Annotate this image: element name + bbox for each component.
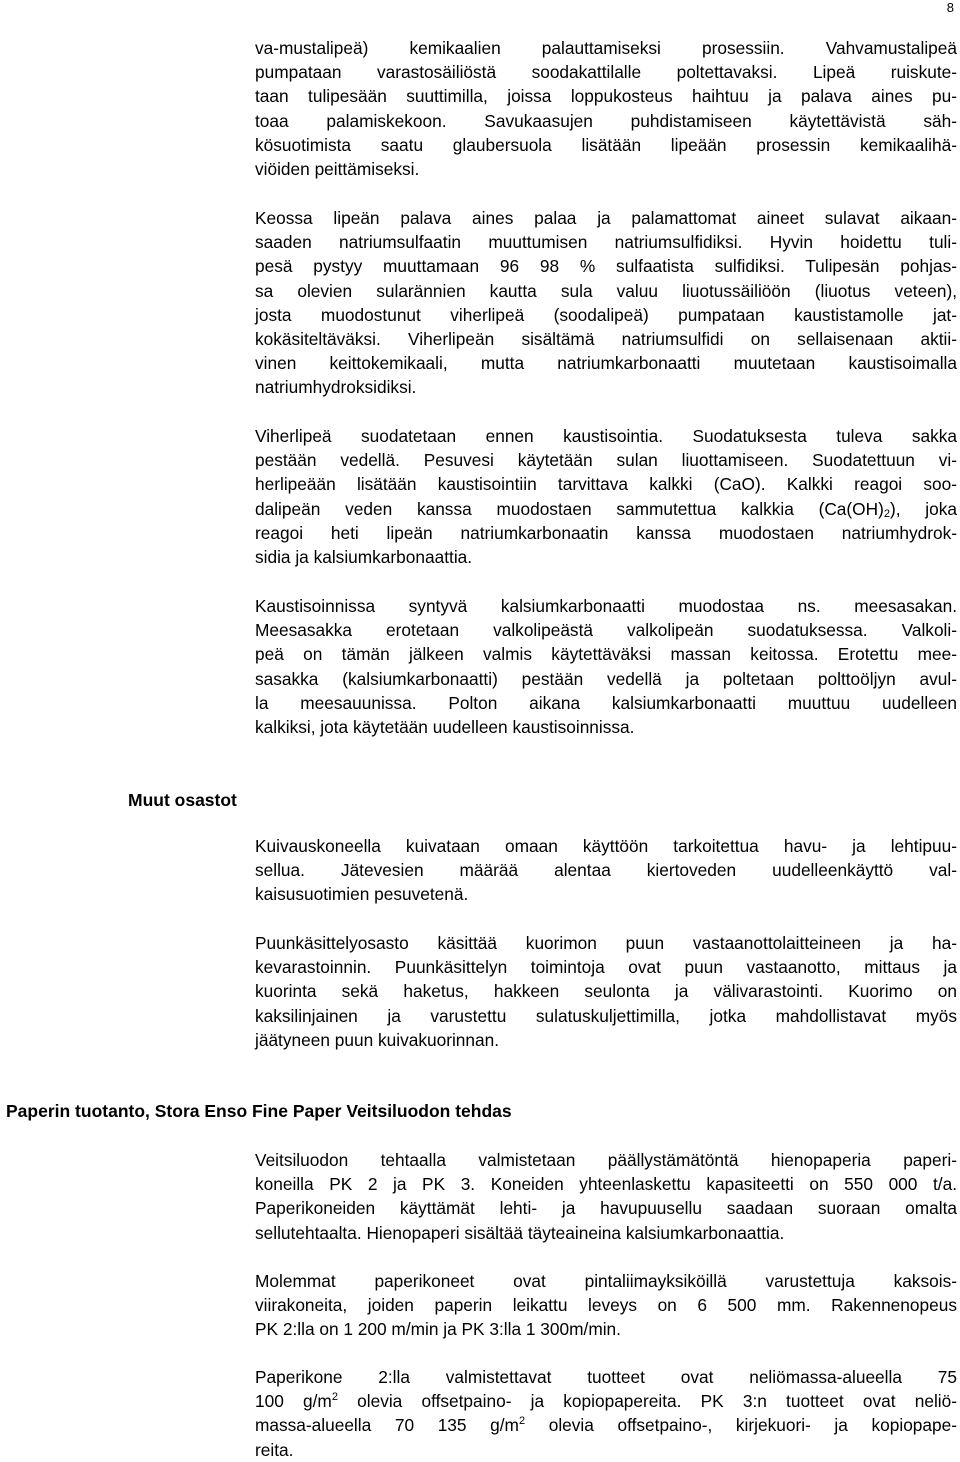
text-line: Veitsiluodon tehtaalla valmistetaan päällystämätöntä hienopaperia paperi- — [255, 1150, 957, 1170]
text-line: pumpataan varastosäiliöstä soodakattilalle poltettavaksi. Lipeä ruiskute- — [255, 62, 957, 83]
text-line: kalkiksi, jota käytetään uudelleen kaustisoinnissa. — [255, 717, 635, 738]
page-number: 8 — [946, 0, 954, 15]
text-line: pestään vedellä. Pesuvesi käytetään sulan liuottamiseen. Suodatettuun vi- — [255, 450, 957, 471]
text-line: viirakoneita, joiden paperin leikattu leveys on 6 500 mm. Rakennenopeus — [255, 1295, 957, 1316]
text-line: Paperikoneiden käyttämät lehti- ja havupuusellu saadaan suoraan omalta — [255, 1198, 957, 1219]
text-segment: 100 g/m — [255, 1391, 332, 1412]
text-line: taan tulipesään suuttimilla, joissa loppukosteus haihtuu ja palava aines pu- — [255, 86, 957, 107]
text-line: reita. — [255, 1439, 294, 1460]
text-line: reagoi heti lipeän natriumkarbonaatin kanssa muodostaen natriumhydrok- — [255, 522, 957, 543]
text-line: Paperikone 2:lla valmistettavat tuotteet ovat neliömassa-alueella 75 — [255, 1367, 957, 1387]
text-line: pesä pystyy muuttamaan 96 98 % sulfaatista sulfidiksi. Tulipesän pohjas- — [255, 256, 957, 277]
text-line: Molemmat paperikoneet ovat pintaliimayksiköillä varustettuja kaksois- — [255, 1271, 957, 1291]
text-line: Puunkäsittelyosasto käsittää kuorimon puun vastaanottolaitteineen ja ha- — [255, 933, 957, 953]
text-line: va-mustalipeä) kemikaalien palauttamiseksi prosessiin. Vahvamustalipeä — [255, 38, 957, 58]
text-line: sidia ja kalsiumkarbonaattia. — [255, 547, 473, 568]
text-line: Kaustisoinnissa syntyvä kalsiumkarbonaatti muodostaa ns. meesasakan. — [255, 596, 957, 616]
text-line: jäätyneen puun kuivakuorinnan. — [255, 1029, 500, 1050]
paragraph-veitsiluoto-mill — [255, 1148, 957, 1245]
superscript: 2 — [518, 1415, 526, 1428]
text-line: sa olevien sularännien kautta sula valuu liuotussäiliöön (liuotus veteen), — [255, 280, 957, 301]
text-line: natriumhydroksidiksi. — [255, 377, 417, 398]
superscript: 2 — [331, 1391, 338, 1404]
text-line: peä on tämän jälkeen valmis käytettäväksi massan keitossa. Erotettu mee- — [255, 644, 957, 665]
text-line: kevarastoinnin. Puunkäsittelyn toimintoja ovat puun vastaanotto, mittaus ja — [255, 957, 957, 978]
text-line: toaa palamiskekoon. Savukaasujen puhdistamiseen käytettävistä säh- — [255, 110, 957, 131]
text-segment: massa-alueella 70 135 g/m — [255, 1415, 519, 1436]
section-heading-paper-production: Paperin tuotanto, Stora Enso Fine Paper Veitsiluodon tehdas — [6, 1101, 512, 1121]
text-line: sellutehtaalta. Hienopaperi sisältää täyteaineina kalsiumkarbonaattia. — [255, 1222, 785, 1243]
paragraph-furnace — [255, 206, 957, 400]
paragraph-chemical-recovery — [255, 36, 957, 181]
text-line: kaisusuotimien pesuvetenä. — [255, 884, 469, 905]
text-line: koneilla PK 2 ja PK 3. Koneiden yhteenlaskettu kapasiteetti on 550 000 t/a. — [255, 1174, 957, 1195]
text-segment: olevia offsetpaino-, kirjekuori- ja kopiopape- — [525, 1415, 958, 1436]
text-line: sasakka (kalsiumkarbonaatti) pestään vedellä ja poltetaan polttoöljyn avul- — [255, 668, 957, 689]
text-line: viöiden peittämiseksi. — [255, 159, 420, 180]
text-line: josta muodostunut viherlipeä (soodalipeä) pumpataan kaustistamolle jat- — [255, 304, 957, 325]
text-line: PK 2:lla on 1 200 m/min ja PK 3:lla 1 300m/min. — [255, 1319, 621, 1340]
paragraph-drying-machine — [255, 834, 957, 907]
text-line: vinen keittokemikaali, mutta natriumkarbonaatti muutetaan kaustisoimalla — [255, 353, 957, 374]
section-heading-other-departments: Muut osastot — [128, 790, 237, 810]
text-segment: olevia offsetpaino- ja kopiopapereita. PK 3:n tuotteet ovat neliö- — [337, 1391, 957, 1412]
formula-before: dalipeän veden kanssa muodostaen sammutettua kalkkia (Ca(OH) — [255, 498, 884, 519]
paragraph-lime-mud — [255, 594, 957, 739]
text-line: saaden natriumsulfaatin muuttumisen natriumsulfidiksi. Hyvin hoidettu tuli- — [255, 232, 957, 253]
text-line: kuorinta sekä haketus, hakkeen seulonta ja välivarastointi. Kuorimo on — [255, 981, 957, 1002]
text-line: Meesasakka erotetaan valkolipeästä valkolipeän suodatuksessa. Valkoli- — [255, 620, 957, 641]
formula-after: ), joka — [889, 498, 957, 519]
paragraph-wood-handling — [255, 931, 957, 1052]
text-line: Kuivauskoneella kuivataan omaan käyttöön tarkoitettua havu- ja lehtipuu- — [255, 836, 957, 856]
paragraph-paper-machines — [255, 1269, 957, 1342]
text-line — [255, 1413, 957, 1437]
text-line: Keossa lipeän palava aines palaa ja palamattomat aineet sulavat aikaan- — [255, 208, 957, 228]
formula-line — [255, 497, 957, 521]
text-line: kaksilinjainen ja varustettu sulatuskuljettimilla, jotka mahdollistavat myös — [255, 1005, 957, 1026]
text-line: sellua. Jätevesien määrää alentaa kiertoveden uudelleenkäyttö val- — [255, 860, 957, 881]
text-line — [255, 1389, 957, 1413]
paragraph-products — [255, 1365, 957, 1462]
text-line: kösuotimista saatu glaubersuola lisätään lipeään prosessin kemikaalihä- — [255, 134, 957, 155]
text-line: herlipeään lisätään kaustisointiin tarvittava kalkki (CaO). Kalkki reagoi soo- — [255, 474, 957, 495]
formula-subscript: 2 — [883, 507, 890, 520]
text-line: kokäsiteltäväksi. Viherlipeän sisältämä natriumsulfidi on sellaisenaan aktii- — [255, 329, 957, 350]
text-line: Viherlipeä suodatetaan ennen kaustisointia. Suodatuksesta tuleva sakka — [255, 426, 957, 446]
paragraph-causticizing — [255, 424, 957, 569]
text-line: la meesauunissa. Polton aikana kalsiumkarbonaatti muuttuu uudelleen — [255, 692, 957, 713]
